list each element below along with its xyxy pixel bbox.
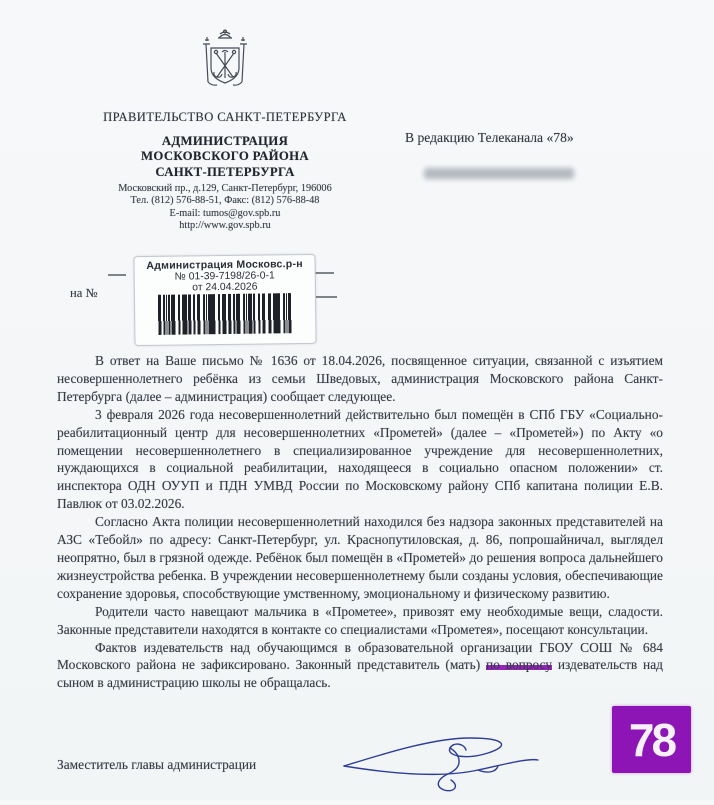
channel-78-logo	[612, 706, 691, 773]
org-name-line3: САНКТ-ПЕТЕРБУРГА	[155, 164, 295, 179]
postal-address: Московский пр., д.129, Санкт-Петербург, 196006	[118, 183, 332, 194]
paragraph-2: 3 февраля 2026 года несовершеннолетний действительно был помещён в СПб ГБУ «Социально-реабилитационный центр для несовершеннолетних «Прометей» (далее – «Прометей») по Акту «о помещении несовершеннолетнего в специализированное учреждение для несовершеннолетних, нуждающихся в социальной реабилитации, находящееся в социально опасном положении» ст. инспектора ОДН ОУУП и ПДН УМВД России по Московскому району СПб капитана полиции Е.В. Павлюк от 03.02.2026.	[57, 406, 663, 512]
paragraph-3: Согласно Акта полиции несовершеннолетний находился без надзора законных представителей на АЗС «Тебойл» по адресу: Санкт-Петербург, ул. Краснопутиловская, д. 86, попрошайничал, выглядел неопрятно, был в грязной одежде. Ребёнок был помещён в «Прометей» до решения вопроса дальнейшего жизнеустройства ребенка. В учреждении несовершеннолетнему были созданы условия, обеспечивающие сохранение здоровья, способствующие умственному, эмоциональному и физическому развитию.	[57, 514, 663, 601]
barcode-icon	[158, 293, 292, 335]
stamp-number: № 01-39-7198/26-0-1	[174, 270, 275, 283]
email-address: E-mail: tumos@gov.spb.ru	[169, 207, 281, 219]
paragraph-1: В ответ на Ваше письмо № 1636 от 18.04.2026, посвященное ситуации, связанной с изъятием несовершеннолетнего ребёнка из семьи Шведовых, администрация Московского района Санкт-Петербурга (далее – администрация) сообщает следующее.	[57, 353, 663, 404]
handwritten-signature-icon	[338, 726, 543, 800]
ref-number-line	[108, 274, 126, 276]
website-url: http://www.gov.spb.ru	[179, 219, 271, 231]
government-title: ПРАВИТЕЛЬСТВО САНКТ-ПЕТЕРБУРГА	[103, 110, 347, 124]
org-name-line1: АДМИНИСТРАЦИЯ	[161, 134, 289, 148]
paragraph-5-text-end: издевательств над сыном в администрацию школы не обращалась.	[57, 657, 663, 691]
phone-fax: Тел. (812) 576-88-51, Факс: (812) 576-88-48	[130, 195, 320, 207]
registration-stamp	[133, 254, 316, 346]
redacted-contact-blur	[424, 168, 574, 179]
letter-body	[57, 352, 663, 692]
contact-block	[55, 183, 395, 232]
org-name-line2: МОСКОВСКОГО РАЙОНА	[141, 149, 309, 164]
stamp-org: Администрация Московс.р-н	[146, 258, 303, 272]
channel-78-logo-text: 78	[628, 713, 675, 766]
paragraph-5-text: Фактов издевательств над обучающимся в образовательной организации ГБОУ СОШ № 684 Московского района не зафиксировано. Законный представитель (мать)	[57, 639, 663, 673]
organization-name	[55, 134, 395, 180]
paragraph-4: Родители часто навещают мальчика в «Прометее», привозят ему необходимые вещи, сладости. Законные представители находятся в контакте со специалистами «Прометея», посещают консультации.	[57, 603, 663, 637]
redacted-strikethrough-words: по вопросу	[486, 657, 553, 673]
reply-ref-label: на №	[70, 286, 98, 300]
recipient-line: В редакцию Телеканала «78»	[405, 130, 574, 145]
stamp-date: от 24.04.2026	[192, 281, 258, 294]
signer-title: Заместитель главы администрации	[57, 757, 257, 772]
spb-coat-of-arms-icon	[195, 28, 255, 100]
paragraph-5	[57, 639, 663, 693]
